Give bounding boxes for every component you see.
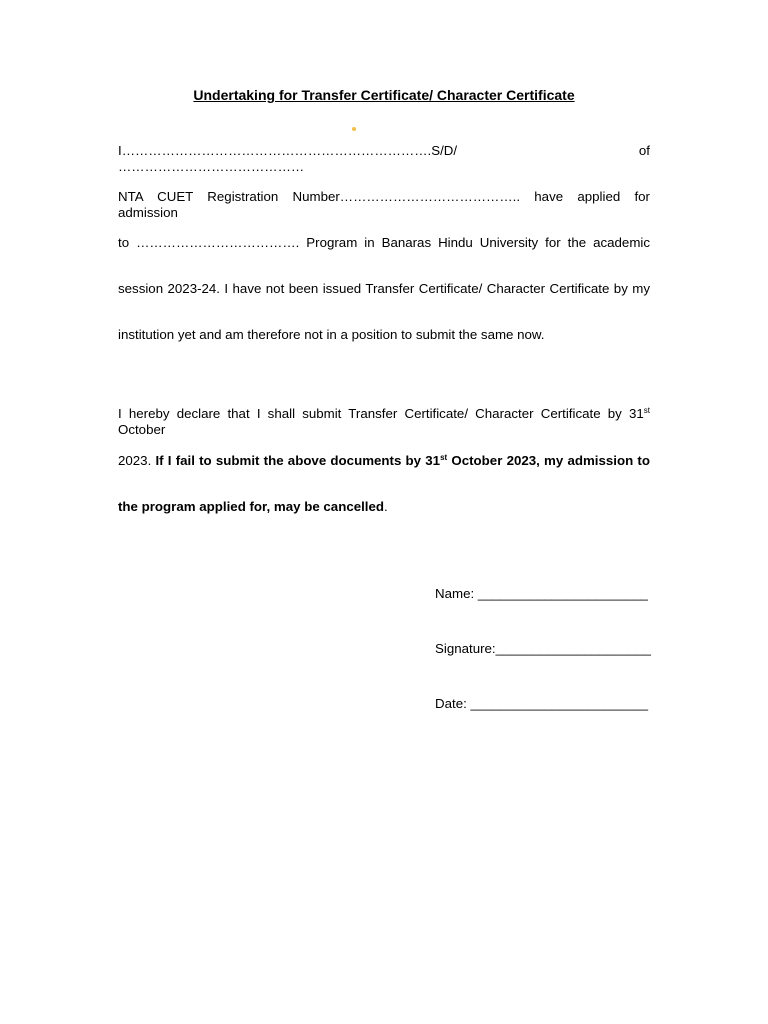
name-field: Name: _______________________ xyxy=(435,586,648,601)
paragraph1-line1: I…………………………………………………………….S/D/ of …………………………………… xyxy=(118,143,650,174)
paragraph1-line4: session 2023-24. I have not been issued Transfer Certificate/ Character Certificate by my xyxy=(118,281,650,296)
paragraph1-line3: to ………………………………. Program in Banaras Hindu University for the academic xyxy=(118,235,650,250)
paragraph2-line2-text: 2023. xyxy=(118,453,156,468)
paragraph2-line3-bold: the program applied for, may be cancelled xyxy=(118,499,385,514)
document-title: Undertaking for Transfer Certificate/ Character Certificate xyxy=(193,87,575,103)
paragraph2-line2-bold-end: October 2023, my admission to xyxy=(447,453,650,468)
signature-field: Signature:_____________________ xyxy=(435,641,651,656)
ordinal-suffix: st xyxy=(440,453,448,462)
paragraph2-line1-end: October xyxy=(118,422,166,437)
paragraph2-line1 xyxy=(118,406,650,438)
paragraph2-line3-end: . xyxy=(384,499,388,514)
paragraph2-line3 xyxy=(118,499,650,515)
paragraph1-line5: institution yet and am therefore not in a position to submit the same now. xyxy=(118,327,545,342)
paragraph2-line2 xyxy=(118,453,650,469)
paragraph2-line1-text: I hereby declare that I shall submit Transfer Certificate/ Character Certificate by 31 xyxy=(118,406,644,421)
decorative-dot xyxy=(352,127,356,131)
paragraph1-line2: NTA CUET Registration Number………………………………….. have applied for admission xyxy=(118,189,650,220)
date-field: Date: ________________________ xyxy=(435,696,648,711)
ordinal-suffix: st xyxy=(643,406,650,415)
paragraph2-line2-bold: If I fail to submit the above documents by 31 xyxy=(155,453,441,468)
